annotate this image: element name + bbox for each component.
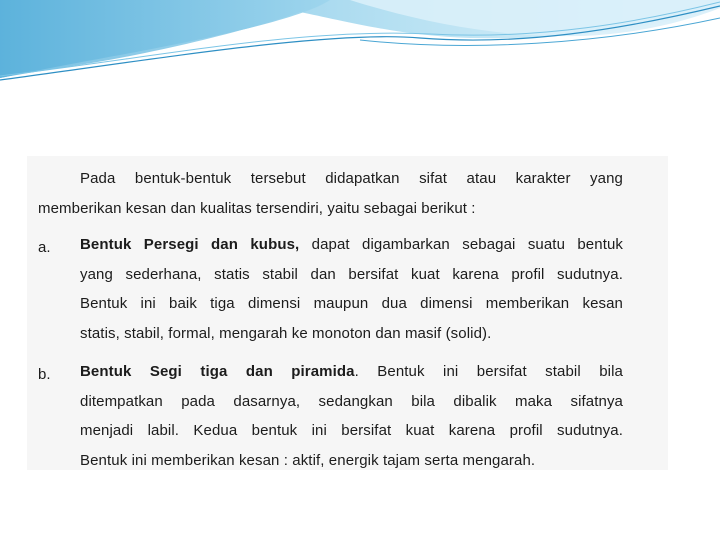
item-b-line-1 [80,363,623,380]
item-b-line-1-rest: . Bentuk ini bersifat stabil bila [354,363,623,380]
item-b-line-2: ditempatkan pada dasarnya, sedangkan bila dibalik maka sifatnya [80,393,623,410]
item-a-line-2: yang sederhana, statis stabil dan bersifat kuat karena profil sudutnya. [80,266,623,283]
item-b-line-3: menjadi labil. Kedua bentuk ini bersifat kuat karena profil sudutnya. [80,422,623,439]
item-a-line-1-rest: dapat digambarkan sebagai suatu bentuk [299,236,623,253]
intro-line-1: Pada bentuk-bentuk tersebut didapatkan sifat atau karakter yang [80,170,623,187]
item-a-line-3: Bentuk ini baik tiga dimensi maupun dua dimensi memberikan kesan [80,295,623,312]
decorative-wave-header [0,0,720,110]
item-b-marker: b. [38,366,51,383]
item-a-line-4: statis, stabil, formal, mengarah ke monoton dan masif (solid). [80,325,492,342]
item-a-marker: a. [38,239,51,256]
item-b-title: Bentuk Segi tiga dan piramida [80,363,355,380]
item-a-title: Bentuk Persegi dan kubus, [80,236,300,253]
item-a-line-1 [80,236,623,253]
item-b-line-4: Bentuk ini memberikan kesan : aktif, energik tajam serta mengarah. [80,452,536,469]
document-scan [27,156,668,470]
intro-line-2: memberikan kesan dan kualitas tersendiri, yaitu sebagai berikut : [38,200,476,217]
